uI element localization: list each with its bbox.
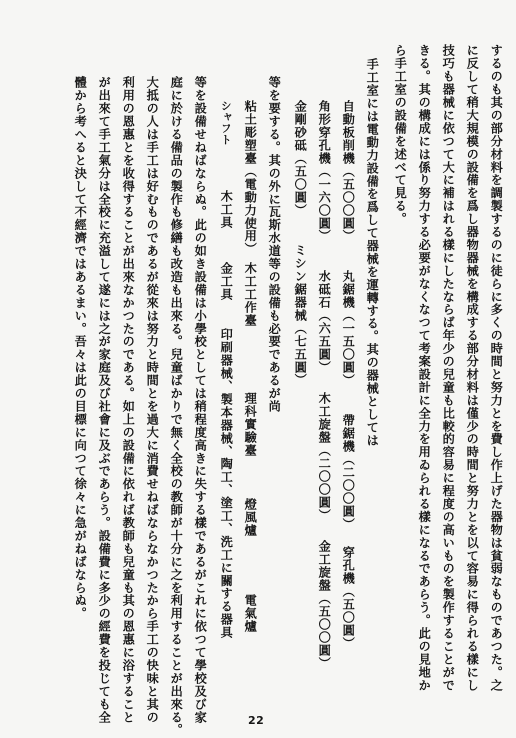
machine-item: 自動板削機（五〇〇圓）: [341, 100, 356, 243]
page-number: 22: [248, 714, 265, 727]
room-item: 木工工作臺: [243, 262, 258, 327]
room-item: シャフト: [219, 100, 233, 146]
room-item: 電氣爐: [243, 594, 258, 633]
machine-item: 角形穿孔機（一六〇圓）: [317, 100, 332, 243]
paragraph-line: 體から考へると決して不經濟ではあるまい。吾々は此の目標に向つて徐々に急がねばならぬ。: [73, 76, 88, 620]
machine-item: 穿孔機（五〇圓）: [341, 546, 356, 650]
paragraph-line: 技巧も器械に依つて大に補はれる樣にしたならば年少の兒童も比較的容易に程度の高いものを製作することがで: [441, 44, 456, 692]
machine-item: 金剛砂砥（五〇圓）: [293, 100, 308, 217]
room-item: 印刷器械、製本器械、陶工、塗工、洗工に關する器具: [219, 328, 234, 639]
machine-item: 木工旋盤（二〇〇圓）: [317, 392, 332, 522]
machine-item: 金工旋盤（五〇〇圓）: [317, 540, 332, 670]
paragraph-line: に反して稍大規模の設備を爲し器物器械を構成する部分材料は僅少の時間と努力とを以て容易に得られる樣にし: [465, 44, 480, 692]
machine-item: 水砥石（六五圓）: [317, 270, 332, 374]
room-item: 粘土彫塑臺（電動力使用）: [243, 100, 258, 256]
section-heading: 手工室には電動力設備を爲して器械を運轉する。其の器械としては: [365, 58, 380, 447]
room-item: 金工具: [219, 262, 234, 301]
paragraph-line: が出來て手工氣分は全校に充溢して遂には之が家庭及び社會に及ぶであらう。設備費に多少の經費を投じても全: [97, 76, 112, 724]
room-item: 理科實驗臺: [243, 392, 258, 457]
paragraph-line: きる。其の構成には係り努力する必要がなくなつて考案設計に全力を用ゐられる樣になるであらう。此の見地か: [417, 44, 432, 692]
paragraph-line: するのも其の部分材料を調製するのに徒らに多くの時間と努力とを費し作上げた器物は貧弱なものであつた。之: [489, 44, 504, 692]
machine-item: 丸鋸機（一五〇圓）: [341, 270, 356, 387]
paragraph-line: 庭に於ける備品の製作も修繕も改造も出來る。兒童ばかりで無く全校の教師が十分に之を利用することが出來る。: [169, 76, 184, 737]
room-item: 木工具: [219, 190, 234, 229]
paragraph-line: 利用の恩惠とを收得することが出來なかつたのである。如上の設備に依れば教師も兒童も其の恩惠に浴すること: [121, 76, 136, 724]
gas-water-line: 等を要する。其の外に瓦斯水道等の設備も必要であるが尚: [267, 76, 282, 413]
paragraph-line: 大抵の人は手工は好むものであるが從來は努力と時間とを過大に消費せねばならなかつたから手工の快味と其の: [145, 76, 160, 724]
machine-item: ミシン鋸器械（七五圓）: [293, 244, 308, 387]
machine-item: 帶鋸機（二〇〇圓）: [341, 414, 356, 531]
paragraph-line: ら手工室の設備を述べて見る。: [393, 44, 408, 226]
paragraph-line: 等を設備せねばならぬ。此の如き設備は小學校としては稍程度高きに失する樣であるがこれに依つて學校及び家: [193, 76, 208, 724]
room-item: 燈風爐: [243, 498, 258, 537]
